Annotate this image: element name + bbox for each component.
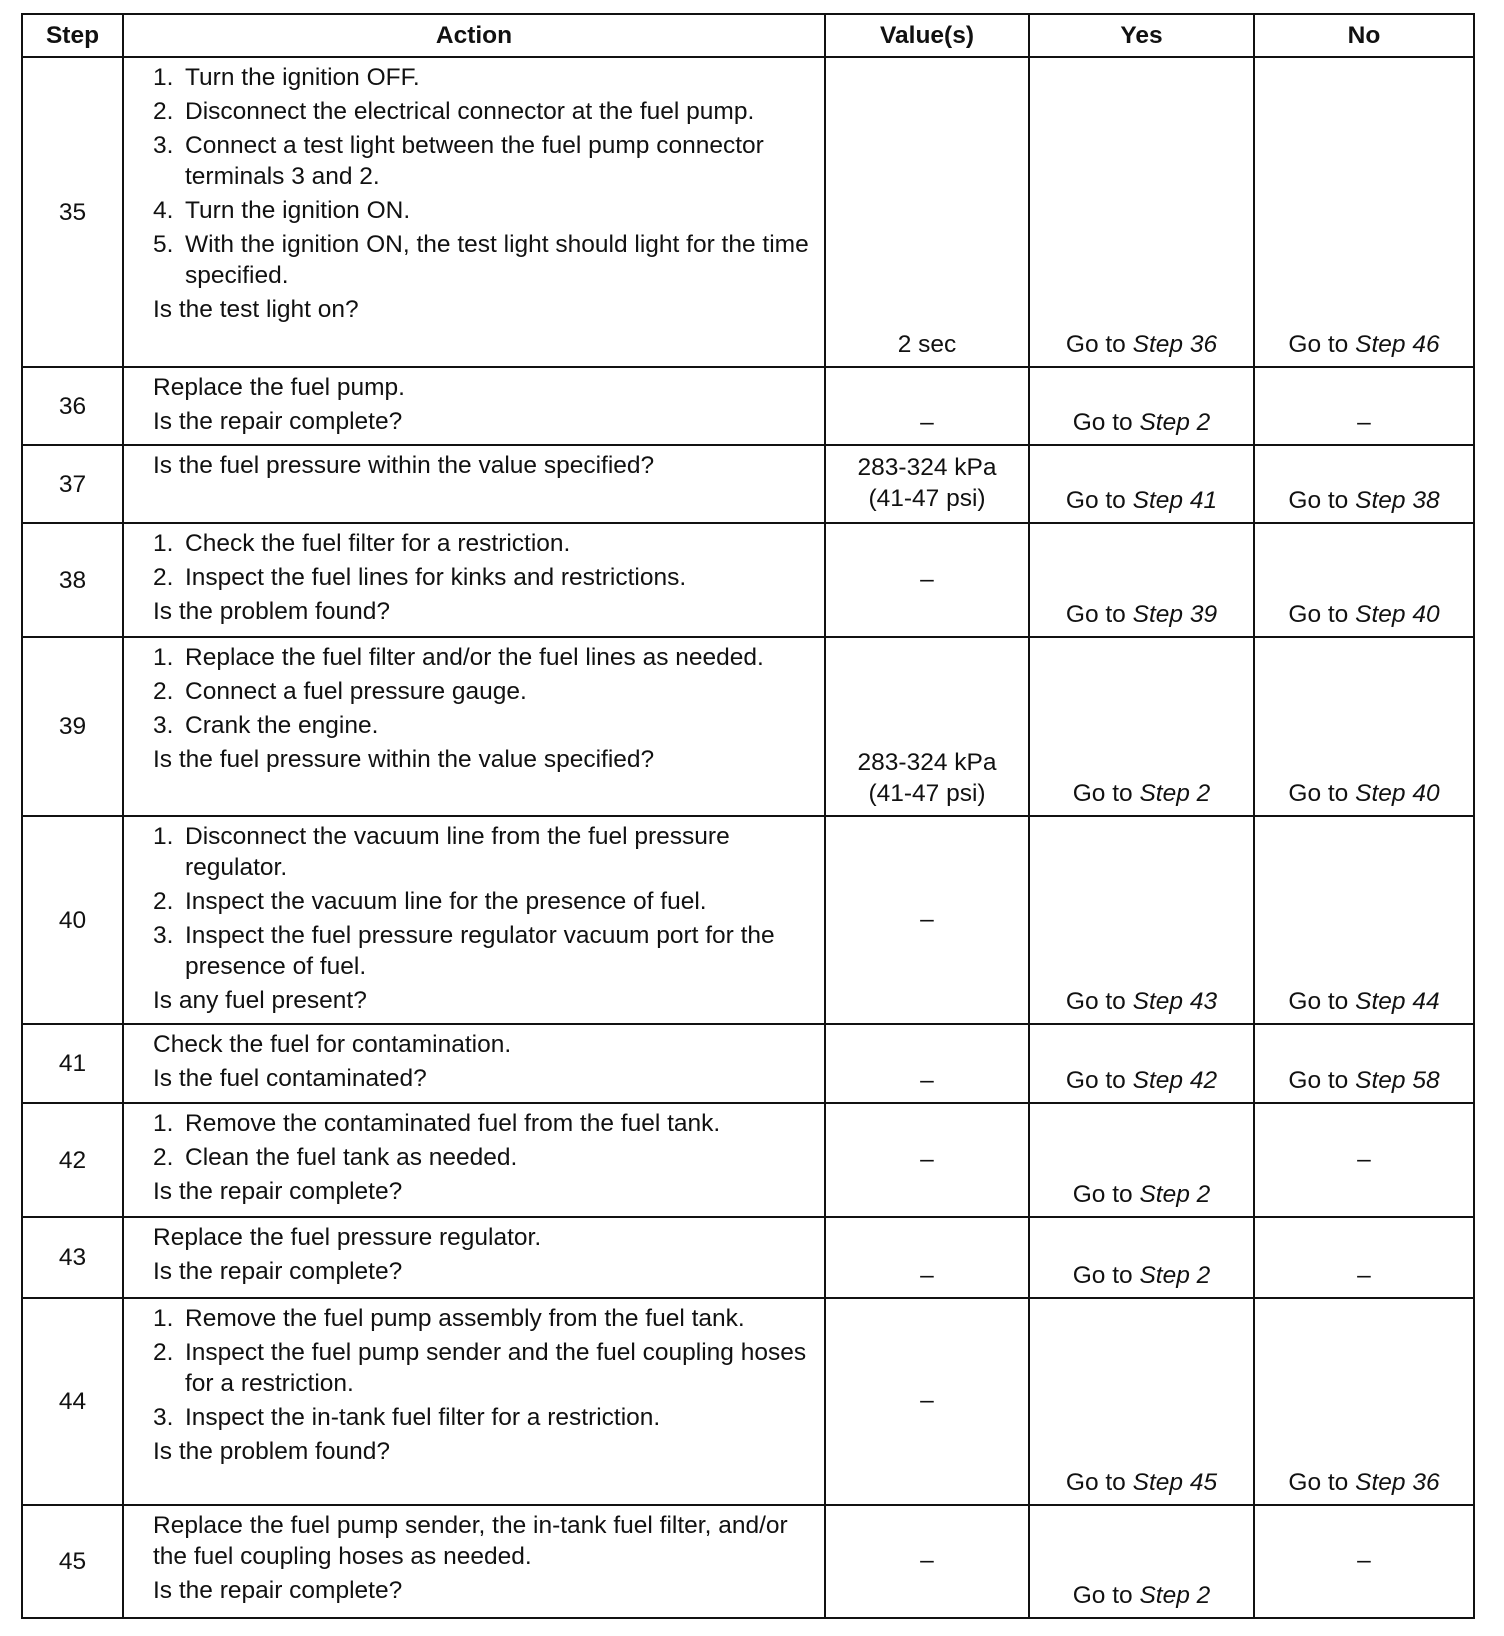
action-step-text: Inspect the fuel pressure regulator vacuum port for the presence of fuel. xyxy=(185,922,775,980)
yes-cell xyxy=(1029,1298,1254,1505)
yes-prefix: Go to xyxy=(1072,1181,1133,1208)
action-step xyxy=(153,130,814,192)
table-row xyxy=(22,57,1474,367)
action-step-text: Connect a fuel pressure gauge. xyxy=(185,678,527,705)
action-step xyxy=(153,642,814,673)
action-step xyxy=(153,1142,814,1173)
action-step-number: 2. xyxy=(153,678,174,705)
yes-step-link: Step 39 xyxy=(1132,601,1218,628)
action-step-number: 1. xyxy=(153,530,174,557)
action-step-number: 1. xyxy=(153,644,174,671)
step-number: 44 xyxy=(22,1298,123,1505)
step-number: 39 xyxy=(22,637,123,816)
action-step xyxy=(153,195,814,226)
action-text: Replace the fuel pump sender, the in-tank fuel filter, and/or the fuel coupling hoses as needed. xyxy=(153,1512,788,1570)
action-step-text: Remove the contaminated fuel from the fuel tank. xyxy=(185,1110,721,1137)
action-step-text: Clean the fuel tank as needed. xyxy=(185,1144,518,1171)
action-cell xyxy=(123,1298,825,1505)
action-step xyxy=(153,1108,814,1139)
table-row xyxy=(22,523,1474,637)
value-line: – xyxy=(920,1387,934,1414)
table-row xyxy=(22,1024,1474,1103)
value-cell xyxy=(825,1103,1029,1217)
value-line: – xyxy=(920,565,934,593)
no-cell xyxy=(1254,57,1474,367)
action-cell xyxy=(123,1505,825,1618)
yes-prefix: Go to xyxy=(1072,780,1133,807)
action-step-number: 2. xyxy=(153,564,174,591)
yes-prefix: Go to xyxy=(1065,988,1126,1015)
no-step-link: Step 44 xyxy=(1355,988,1440,1015)
value-cell xyxy=(825,1217,1029,1298)
action-step-text: With the ignition ON, the test light should light for the time specified. xyxy=(185,231,809,289)
yes-step-link: Step 2 xyxy=(1139,409,1211,436)
action-step-number: 3. xyxy=(153,1404,174,1431)
no-cell xyxy=(1254,1217,1474,1298)
no-prefix: Go to xyxy=(1288,988,1349,1015)
action-question: Is the problem found? xyxy=(153,598,390,625)
value-line: (41-47 psi) xyxy=(868,780,986,807)
yes-prefix: Go to xyxy=(1065,601,1126,628)
action-step-number: 5. xyxy=(153,231,174,258)
step-number: 37 xyxy=(22,445,123,523)
value-cell xyxy=(825,57,1029,367)
action-step xyxy=(153,562,814,593)
value-cell xyxy=(825,637,1029,816)
header-action: Action xyxy=(123,14,825,57)
value-line: (41-47 psi) xyxy=(868,485,986,512)
action-step-number: 2. xyxy=(153,1339,174,1366)
table-row xyxy=(22,816,1474,1024)
action-step xyxy=(153,710,814,741)
action-step-text: Inspect the fuel lines for kinks and restrictions. xyxy=(185,564,687,591)
no-step-link: Step 38 xyxy=(1355,487,1440,514)
action-question: Is the repair complete? xyxy=(153,408,403,435)
yes-step-link: Step 36 xyxy=(1132,331,1218,358)
value-line: – xyxy=(920,1262,934,1289)
value-cell xyxy=(825,1505,1029,1618)
value-line: – xyxy=(920,1067,934,1094)
no-cell xyxy=(1254,1505,1474,1618)
action-question: Is the repair complete? xyxy=(153,1577,403,1604)
action-step-number: 2. xyxy=(153,1144,174,1171)
yes-cell xyxy=(1029,637,1254,816)
yes-cell xyxy=(1029,445,1254,523)
action-cell xyxy=(123,637,825,816)
value-line: 283-324 kPa xyxy=(857,454,997,481)
no-prefix: Go to xyxy=(1288,487,1349,514)
action-step-number: 2. xyxy=(153,98,174,125)
action-step xyxy=(153,229,814,291)
no-dash: – xyxy=(1357,409,1371,436)
table-row xyxy=(22,1217,1474,1298)
action-step-text: Crank the engine. xyxy=(185,712,379,739)
no-cell xyxy=(1254,367,1474,445)
table-row xyxy=(22,1505,1474,1618)
table-row xyxy=(22,1103,1474,1217)
action-question: Is the test light on? xyxy=(153,296,359,323)
yes-step-link: Step 43 xyxy=(1132,988,1218,1015)
action-step xyxy=(153,920,814,982)
no-prefix: Go to xyxy=(1288,601,1349,628)
action-question: Is the fuel contaminated? xyxy=(153,1065,427,1092)
step-number: 36 xyxy=(22,367,123,445)
action-step-number: 1. xyxy=(153,1305,174,1332)
yes-step-link: Step 2 xyxy=(1139,1262,1211,1289)
action-step xyxy=(153,676,814,707)
yes-prefix: Go to xyxy=(1065,1469,1126,1496)
value-cell xyxy=(825,816,1029,1024)
action-step xyxy=(153,96,814,127)
action-question: Is the repair complete? xyxy=(153,1258,403,1285)
action-step-text: Turn the ignition ON. xyxy=(185,197,411,224)
action-step xyxy=(153,1337,814,1399)
action-step-text: Disconnect the vacuum line from the fuel pressure regulator. xyxy=(185,823,730,881)
no-dash: – xyxy=(1357,1262,1371,1289)
header-row xyxy=(22,14,1474,57)
header-step: Step xyxy=(22,14,123,57)
yes-cell xyxy=(1029,1103,1254,1217)
no-cell xyxy=(1254,637,1474,816)
table-row xyxy=(22,445,1474,523)
action-cell xyxy=(123,445,825,523)
no-cell xyxy=(1254,816,1474,1024)
action-text: Replace the fuel pressure regulator. xyxy=(153,1224,542,1251)
action-text: Replace the fuel pump. xyxy=(153,374,405,401)
yes-cell xyxy=(1029,367,1254,445)
yes-step-link: Step 2 xyxy=(1139,780,1211,807)
action-question: Is the fuel pressure within the value specified? xyxy=(153,746,655,773)
yes-step-link: Step 41 xyxy=(1132,487,1218,514)
action-cell xyxy=(123,1217,825,1298)
value-line: – xyxy=(920,1145,934,1173)
value-cell xyxy=(825,1298,1029,1505)
value-line: – xyxy=(920,1547,934,1574)
yes-step-link: Step 42 xyxy=(1132,1067,1218,1094)
step-number: 42 xyxy=(22,1103,123,1217)
no-step-link: Step 46 xyxy=(1355,331,1440,358)
no-cell xyxy=(1254,445,1474,523)
action-step xyxy=(153,886,814,917)
step-number: 45 xyxy=(22,1505,123,1618)
yes-cell xyxy=(1029,1217,1254,1298)
action-question: Is the fuel pressure within the value specified? xyxy=(153,452,655,479)
action-step-text: Disconnect the electrical connector at the fuel pump. xyxy=(185,98,755,125)
value-line: – xyxy=(920,905,934,933)
action-cell xyxy=(123,367,825,445)
action-step xyxy=(153,1402,814,1433)
header-yes: Yes xyxy=(1029,14,1254,57)
action-cell xyxy=(123,57,825,367)
no-dash: – xyxy=(1357,1547,1371,1574)
table-row xyxy=(22,367,1474,445)
action-step-text: Replace the fuel filter and/or the fuel lines as needed. xyxy=(185,644,764,671)
yes-cell xyxy=(1029,816,1254,1024)
value-cell xyxy=(825,523,1029,637)
action-step-number: 1. xyxy=(153,823,174,850)
action-cell xyxy=(123,523,825,637)
no-step-link: Step 40 xyxy=(1355,601,1440,628)
value-cell xyxy=(825,367,1029,445)
yes-step-link: Step 2 xyxy=(1139,1582,1211,1609)
step-number: 43 xyxy=(22,1217,123,1298)
header-values: Value(s) xyxy=(825,14,1029,57)
action-step-number: 3. xyxy=(153,922,174,949)
yes-prefix: Go to xyxy=(1065,487,1126,514)
action-step-text: Connect a test light between the fuel pump connector terminals 3 and 2. xyxy=(185,132,764,190)
value-line: 283-324 kPa xyxy=(857,749,997,776)
yes-prefix: Go to xyxy=(1072,1582,1133,1609)
no-cell xyxy=(1254,523,1474,637)
action-text: Check the fuel for contamination. xyxy=(153,1031,512,1058)
yes-cell xyxy=(1029,523,1254,637)
action-step-text: Turn the ignition OFF. xyxy=(185,64,420,91)
action-step-number: 2. xyxy=(153,888,174,915)
no-prefix: Go to xyxy=(1288,331,1349,358)
diagnostic-table xyxy=(21,13,1475,1619)
action-step xyxy=(153,528,814,559)
value-cell xyxy=(825,1024,1029,1103)
no-prefix: Go to xyxy=(1288,780,1349,807)
no-step-link: Step 58 xyxy=(1355,1067,1440,1094)
yes-cell xyxy=(1029,57,1254,367)
yes-step-link: Step 45 xyxy=(1132,1469,1218,1496)
action-step-text: Inspect the fuel pump sender and the fuel coupling hoses for a restriction. xyxy=(185,1339,807,1397)
action-step-number: 3. xyxy=(153,132,174,159)
action-step xyxy=(153,821,814,883)
yes-prefix: Go to xyxy=(1065,1067,1126,1094)
action-step-number: 1. xyxy=(153,64,174,91)
step-number: 40 xyxy=(22,816,123,1024)
step-number: 35 xyxy=(22,57,123,367)
step-number: 38 xyxy=(22,523,123,637)
table-row xyxy=(22,637,1474,816)
action-cell xyxy=(123,1103,825,1217)
action-question: Is the problem found? xyxy=(153,1438,390,1465)
yes-prefix: Go to xyxy=(1072,1262,1133,1289)
action-step xyxy=(153,1303,814,1334)
no-prefix: Go to xyxy=(1288,1469,1349,1496)
yes-cell xyxy=(1029,1505,1254,1618)
value-line: 2 sec xyxy=(897,331,957,358)
action-step-text: Check the fuel filter for a restriction. xyxy=(185,530,571,557)
no-cell xyxy=(1254,1024,1474,1103)
action-step xyxy=(153,62,814,93)
action-step-number: 4. xyxy=(153,197,174,224)
action-step-text: Inspect the in-tank fuel filter for a restriction. xyxy=(185,1404,661,1431)
yes-cell xyxy=(1029,1024,1254,1103)
header-no: No xyxy=(1254,14,1474,57)
action-step-text: Remove the fuel pump assembly from the fuel tank. xyxy=(185,1305,745,1332)
no-step-link: Step 36 xyxy=(1355,1469,1440,1496)
value-cell xyxy=(825,445,1029,523)
action-step-number: 3. xyxy=(153,712,174,739)
yes-step-link: Step 2 xyxy=(1139,1181,1211,1208)
no-dash: – xyxy=(1357,1145,1371,1173)
no-step-link: Step 40 xyxy=(1355,780,1440,807)
action-step-text: Inspect the vacuum line for the presence of fuel. xyxy=(185,888,707,915)
step-number: 41 xyxy=(22,1024,123,1103)
action-cell xyxy=(123,1024,825,1103)
table-row xyxy=(22,1298,1474,1505)
action-step-number: 1. xyxy=(153,1110,174,1137)
value-line: – xyxy=(920,409,934,436)
action-cell xyxy=(123,816,825,1024)
no-cell xyxy=(1254,1298,1474,1505)
action-question: Is any fuel present? xyxy=(153,987,367,1014)
yes-prefix: Go to xyxy=(1065,331,1126,358)
yes-prefix: Go to xyxy=(1072,409,1133,436)
no-prefix: Go to xyxy=(1288,1067,1349,1094)
no-cell xyxy=(1254,1103,1474,1217)
action-question: Is the repair complete? xyxy=(153,1178,403,1205)
